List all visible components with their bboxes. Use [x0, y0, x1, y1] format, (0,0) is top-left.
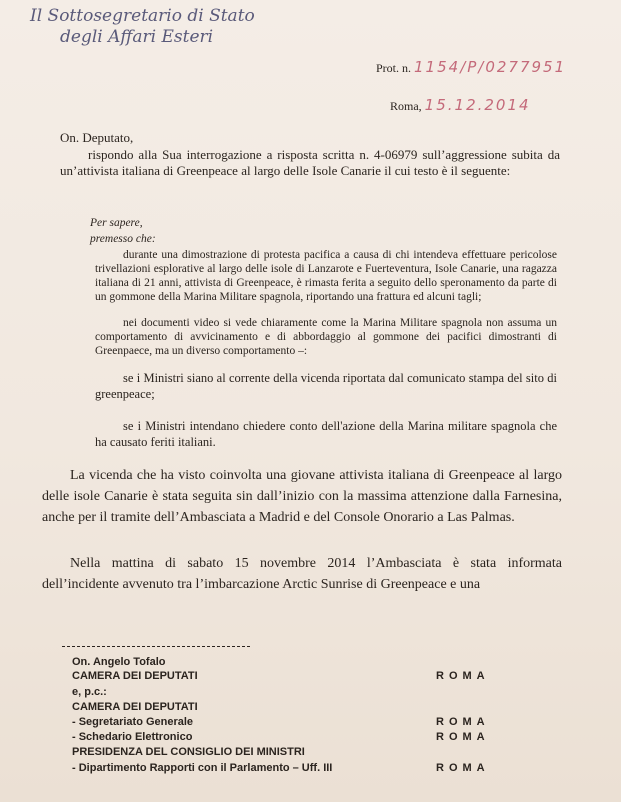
date-value: 15.12.2014	[424, 96, 531, 114]
recipient-city-1: ROMA	[436, 670, 490, 682]
separator-rule	[62, 646, 250, 647]
quote-premise-1: durante una dimostrazione di protesta pacifica a causa di chi intendeva effettuare pericolose trivellazioni esplorative al largo delle isole di Lanzarote e Fuerteventura, Isole Canarie, una ragazza italiana di 21 anni, attivista di Greenpeace, è rimasta ferita a seguito dello speronamento da parte di un gommone della Marina Militare spagnola, riportando una frattura ed alcuni tagli;	[95, 249, 557, 303]
recipient-item-3: - Dipartimento Rapporti con il Parlamento – Uff. III	[72, 762, 333, 774]
quote-lead-1: Per sapere,	[90, 217, 143, 229]
quote-lead-2: premesso che:	[90, 233, 156, 245]
recipient-org-3: PRESIDENZA DEL CONSIGLIO DEI MINISTRI	[72, 746, 305, 758]
recipient-city-4: ROMA	[436, 762, 490, 774]
quote-premise-2: nei documenti video si vede chiaramente come la Marina Militare spagnola non assuma un comportamento di avvicinamento e di abbordaggio al gommone dei pacifici dimostranti di Greenpaece, ma un diverso comportamento –:	[95, 317, 557, 357]
protocol-line	[376, 58, 566, 76]
recipient-name: On. Angelo Tofalo	[72, 656, 166, 668]
letterhead	[30, 6, 255, 48]
recipient-org-1: CAMERA DEI DEPUTATI	[72, 670, 198, 682]
body-paragraph-2: Nella mattina di sabato 15 novembre 2014 l’Ambasciata è stata informata dell’incidente avvenuto tra l’imbarcazione Arctic Sunrise di Greenpeace e una	[42, 556, 562, 592]
quote-question-2: se i Ministri intendano chiedere conto dell'azione della Marina militare spagnola che ha causato feriti italiani.	[95, 419, 557, 449]
intro-paragraph: rispondo alla Sua interrogazione a risposta scritta n. 4-06979 sull’aggressione subita da un’attivista italiana di Greenpeace al largo delle Isole Canarie il cui testo è il seguente:	[60, 147, 560, 178]
protocol-number: 1154/P/0277951	[414, 58, 567, 76]
letterhead-line-2: degli Affari Esteri	[60, 27, 214, 47]
letterhead-line-1: Il Sottosegretario di Stato	[30, 6, 255, 26]
protocol-label: Prot. n.	[376, 61, 412, 75]
recipient-city-3: ROMA	[436, 731, 490, 743]
recipient-item-1: - Segretariato Generale	[72, 716, 194, 728]
quote-question-1: se i Ministri siano al corrente della vicenda riportata dal comunicato stampa del sito di greenpeace;	[95, 371, 557, 401]
salutation: On. Deputato,	[60, 130, 134, 145]
date-line	[390, 96, 531, 114]
date-place: Roma,	[390, 99, 422, 113]
cc-label: e, p.c.:	[72, 686, 107, 698]
body-paragraph-1: La vicenda che ha visto coinvolta una giovane attivista italiana di Greenpeace al largo delle isole Canarie è stata seguita sin dall’inizio con la massima attenzione dalla Farnesina, anche per il tramite dell’Ambasciata a Madrid e del Console Onorario a Las Palmas.	[42, 468, 562, 525]
recipient-item-2: - Schedario Elettronico	[72, 731, 193, 743]
recipient-org-2: CAMERA DEI DEPUTATI	[72, 701, 198, 713]
recipient-city-2: ROMA	[436, 716, 490, 728]
